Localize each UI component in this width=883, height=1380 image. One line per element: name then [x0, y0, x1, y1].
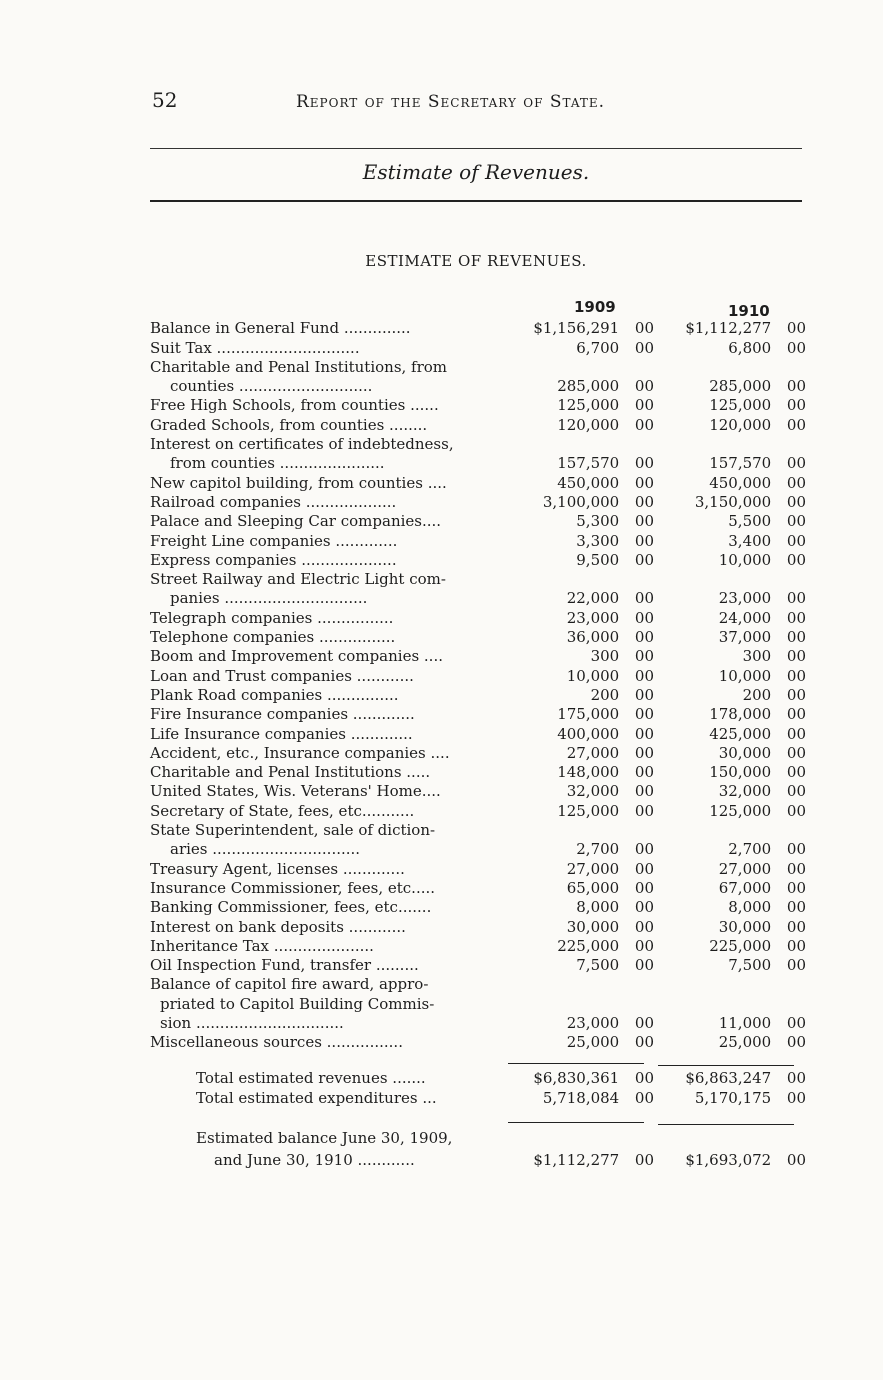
revenue-row	[138, 762, 808, 781]
value-1909	[510, 570, 654, 588]
balance-row-line2	[138, 1147, 808, 1169]
value-1909: 200 00	[590, 685, 654, 704]
revenue-row	[138, 550, 808, 569]
revenue-label: Boom and Improvement companies ....	[150, 647, 443, 666]
balance-rule-1910	[658, 1124, 794, 1125]
value-1910: 30,000 00	[718, 917, 806, 936]
revenue-label: Graded Schools, from counties ........	[150, 415, 428, 434]
revenue-label: Freight Line companies .............	[150, 531, 398, 550]
balance-block	[138, 1128, 808, 1169]
value-1909: 125,000 00	[557, 396, 654, 415]
value-1909: $1,156,291 00	[533, 319, 654, 338]
value-1909: 5,300 00	[576, 512, 654, 531]
revenue-label: Treasury Agent, licenses .............	[150, 859, 405, 878]
revenue-label: Express companies ....................	[150, 550, 397, 569]
column-header-1909: 1909	[574, 298, 616, 316]
value-1909: 22,000 00	[566, 589, 654, 608]
value-1909	[510, 435, 654, 453]
value-1910: 300 00	[742, 647, 806, 666]
value-1909: 120,000 00	[557, 415, 654, 434]
revenue-label: Telephone companies ................	[150, 628, 396, 647]
value-1909	[510, 975, 654, 993]
revenue-label: Balance in General Fund ..............	[150, 319, 411, 338]
value-1910: 125,000 00	[709, 396, 806, 415]
value-1910: 425,000 00	[709, 724, 806, 743]
revenue-label: Telegraph companies ................	[150, 608, 394, 627]
balance-1909: $1,112,277 00	[533, 1151, 654, 1170]
value-1910: 10,000 00	[718, 550, 806, 569]
value-1909: 148,000 00	[557, 763, 654, 782]
revenue-row	[138, 376, 808, 395]
balance-label-line1: Estimated balance June 30, 1909,	[196, 1129, 453, 1148]
value-1909: 8,000 00	[576, 898, 654, 917]
revenue-label: Plank Road companies ...............	[150, 685, 399, 704]
value-1910: 5,500 00	[728, 512, 806, 531]
revenue-label: Miscellaneous sources ................	[150, 1033, 403, 1052]
revenue-label: Loan and Trust companies ............	[150, 666, 414, 685]
revenue-row	[138, 936, 808, 955]
revenue-label: Life Insurance companies .............	[150, 724, 413, 743]
revenue-row	[138, 472, 808, 491]
revenue-label: Suit Tax ..............................	[150, 338, 360, 357]
value-1910: 120,000 00	[709, 415, 806, 434]
value-1909: 3,100,000 00	[542, 492, 654, 511]
value-1909: 23,000 00	[566, 1013, 654, 1032]
page-number: 52	[152, 88, 178, 112]
value-1909: 10,000 00	[566, 666, 654, 685]
value-1910: 7,500 00	[728, 956, 806, 975]
balance-1910: $1,693,072 00	[685, 1151, 806, 1170]
revenue-label: State Superintendent, sale of diction-	[150, 821, 436, 840]
revenue-label: Free High Schools, from counties ......	[150, 396, 439, 415]
value-1909: 157,570 00	[557, 454, 654, 473]
value-1910: 2,700 00	[728, 840, 806, 859]
column-header-1910: 1910	[728, 302, 770, 320]
revenue-label: Banking Commissioner, fees, etc.......	[150, 898, 432, 917]
running-title: Report of the Secretary of State.	[296, 92, 606, 112]
balance-rule-1909	[508, 1122, 644, 1123]
revenue-row	[138, 492, 808, 511]
revenue-label: priated to Capitol Building Commis-	[160, 994, 435, 1013]
value-1910	[654, 821, 806, 839]
value-1910: 8,000 00	[728, 898, 806, 917]
revenue-label: United States, Wis. Veterans' Home....	[150, 782, 441, 801]
total-label: Total estimated revenues .......	[196, 1069, 426, 1088]
revenue-row	[138, 357, 808, 376]
value-1909: 32,000 00	[566, 782, 654, 801]
value-1910	[654, 995, 806, 1013]
balance-label-line2: and June 30, 1910 ............	[214, 1151, 415, 1170]
value-1910: 10,000 00	[718, 666, 806, 685]
revenue-row	[138, 511, 808, 530]
value-1909: 125,000 00	[557, 801, 654, 820]
value-1909: 6,700 00	[576, 338, 654, 357]
revenue-label: Charitable and Penal Institutions .....	[150, 763, 431, 782]
value-1909: 5,718,084 00	[542, 1088, 654, 1107]
revenue-row	[138, 569, 808, 588]
value-1910: 178,000 00	[709, 705, 806, 724]
revenue-row	[138, 723, 808, 742]
revenue-row	[138, 916, 808, 935]
revenue-label: Interest on bank deposits ............	[150, 917, 406, 936]
value-1910: 27,000 00	[718, 859, 806, 878]
revenue-label: aries ...............................	[170, 840, 361, 859]
revenue-label: counties ............................	[170, 377, 373, 396]
revenue-label: Railroad companies ...................	[150, 492, 397, 511]
revenue-row	[138, 646, 808, 665]
revenue-label: Balance of capitol fire award, appro-	[150, 975, 429, 994]
revenue-row	[138, 627, 808, 646]
table-title: ESTIMATE OF REVENUES.	[365, 252, 587, 270]
header-rule-bottom	[150, 200, 802, 202]
value-1910: 450,000 00	[709, 473, 806, 492]
revenue-label: Secretary of State, fees, etc...........	[150, 801, 415, 820]
value-1909: 7,500 00	[576, 956, 654, 975]
total-row	[138, 1068, 808, 1087]
value-1909	[510, 821, 654, 839]
sum-rule-1910	[658, 1065, 794, 1066]
balance-row-line1	[138, 1128, 808, 1147]
value-1910: 3,400 00	[728, 531, 806, 550]
revenue-row	[138, 781, 808, 800]
value-1910: 32,000 00	[718, 782, 806, 801]
value-1909: 9,500 00	[576, 550, 654, 569]
total-label: Total estimated expenditures ...	[196, 1088, 437, 1107]
revenue-row	[138, 607, 808, 626]
revenue-label: Inheritance Tax .....................	[150, 936, 374, 955]
revenue-row	[138, 955, 808, 974]
revenue-row	[138, 1032, 808, 1051]
value-1909: 3,300 00	[576, 531, 654, 550]
revenue-row	[138, 588, 808, 607]
value-1909: 25,000 00	[566, 1033, 654, 1052]
value-1910: 225,000 00	[709, 936, 806, 955]
value-1910: 6,800 00	[728, 338, 806, 357]
revenue-row	[138, 337, 808, 356]
revenue-label: panies ..............................	[170, 589, 368, 608]
revenue-label: Palace and Sleeping Car companies....	[150, 512, 442, 531]
revenue-row	[138, 897, 808, 916]
revenue-label: Street Railway and Electric Light com-	[150, 570, 446, 589]
revenue-row	[138, 858, 808, 877]
value-1910: 11,000 00	[718, 1013, 806, 1032]
value-1910	[654, 358, 806, 376]
revenue-row	[138, 665, 808, 684]
revenue-table	[138, 318, 808, 1051]
revenue-label: Fire Insurance companies .............	[150, 705, 415, 724]
revenue-row	[138, 318, 808, 337]
value-1909: 450,000 00	[557, 473, 654, 492]
revenue-row	[138, 530, 808, 549]
value-1910: 5,170,175 00	[694, 1088, 806, 1107]
value-1910: 285,000 00	[709, 377, 806, 396]
sum-rule-1909	[508, 1063, 644, 1064]
value-1910: 24,000 00	[718, 608, 806, 627]
revenue-row	[138, 743, 808, 762]
value-1909: $6,830,361 00	[533, 1069, 654, 1088]
value-1910: 23,000 00	[718, 589, 806, 608]
revenue-row	[138, 434, 808, 453]
revenue-row	[138, 878, 808, 897]
revenue-label: sion ...............................	[160, 1013, 344, 1032]
value-1909: 300 00	[590, 647, 654, 666]
revenue-label: Accident, etc., Insurance companies ....	[150, 743, 450, 762]
value-1910: $1,112,277 00	[685, 319, 806, 338]
value-1909: 2,700 00	[576, 840, 654, 859]
revenue-row	[138, 453, 808, 472]
value-1909: 27,000 00	[566, 743, 654, 762]
value-1910: 125,000 00	[709, 801, 806, 820]
value-1909: 65,000 00	[566, 878, 654, 897]
value-1909: 30,000 00	[566, 917, 654, 936]
value-1910: $6,863,247 00	[685, 1069, 806, 1088]
revenue-row	[138, 414, 808, 433]
value-1909: 36,000 00	[566, 628, 654, 647]
revenue-label: Interest on certificates of indebtedness,	[150, 435, 454, 454]
value-1909: 285,000 00	[557, 377, 654, 396]
value-1910: 67,000 00	[718, 878, 806, 897]
value-1909: 23,000 00	[566, 608, 654, 627]
value-1910: 37,000 00	[718, 628, 806, 647]
total-row	[138, 1087, 808, 1106]
revenue-label: from counties ......................	[170, 454, 385, 473]
revenue-row	[138, 974, 808, 993]
value-1909	[510, 358, 654, 376]
revenue-row	[138, 820, 808, 839]
totals-block	[138, 1068, 808, 1107]
revenue-row	[138, 800, 808, 819]
revenue-label: Oil Inspection Fund, transfer .........	[150, 956, 419, 975]
value-1909: 27,000 00	[566, 859, 654, 878]
value-1910	[654, 975, 806, 993]
value-1909: 175,000 00	[557, 705, 654, 724]
value-1910: 25,000 00	[718, 1033, 806, 1052]
revenue-label: New capitol building, from counties ....	[150, 473, 447, 492]
revenue-label: Charitable and Penal Institutions, from	[150, 357, 448, 376]
revenue-row	[138, 685, 808, 704]
value-1910	[654, 435, 806, 453]
value-1909: 400,000 00	[557, 724, 654, 743]
revenue-row	[138, 395, 808, 414]
value-1910: 157,570 00	[709, 454, 806, 473]
value-1910: 200 00	[742, 685, 806, 704]
revenue-row	[138, 993, 808, 1012]
value-1910	[654, 570, 806, 588]
header-rule-top	[150, 148, 802, 149]
value-1910: 3,150,000 00	[694, 492, 806, 511]
section-title: Estimate of Revenues.	[362, 160, 590, 184]
value-1909: 225,000 00	[557, 936, 654, 955]
value-1910: 30,000 00	[718, 743, 806, 762]
revenue-row	[138, 1013, 808, 1032]
value-1909	[510, 995, 654, 1013]
revenue-label: Insurance Commissioner, fees, etc.....	[150, 878, 436, 897]
value-1910: 150,000 00	[709, 763, 806, 782]
revenue-row	[138, 704, 808, 723]
revenue-row	[138, 839, 808, 858]
